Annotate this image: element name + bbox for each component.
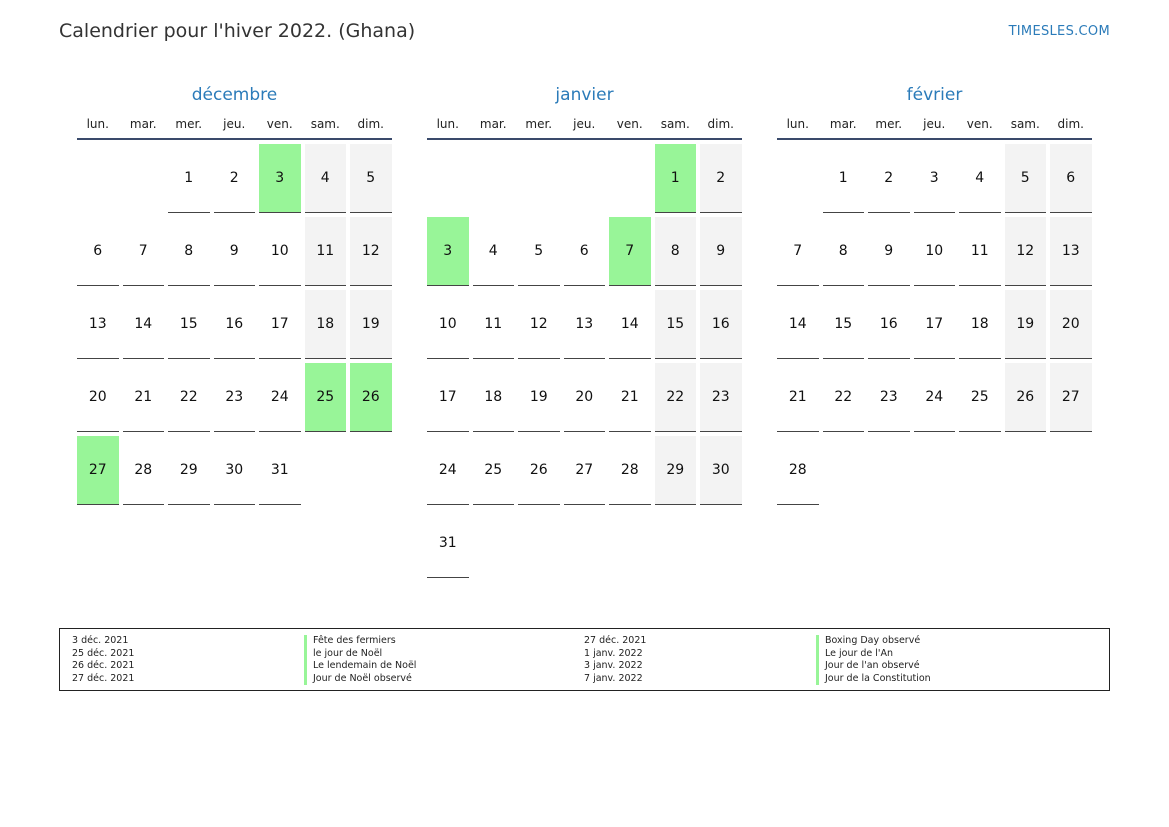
day-cell: 22	[823, 363, 865, 432]
legend-holiday-name: Boxing Day observé	[816, 635, 1109, 648]
legend-dates-left	[72, 635, 304, 690]
legend-names-right	[816, 635, 1109, 690]
day-cell: 22	[168, 363, 210, 432]
weekday-label: mer.	[875, 117, 903, 131]
legend-holiday-name: Jour de l'an observé	[816, 660, 1109, 673]
day-cell-empty	[777, 144, 819, 213]
day-grid	[77, 144, 392, 505]
day-cell: 28	[609, 436, 651, 505]
day-cell: 16	[700, 290, 742, 359]
legend-date: 27 déc. 2021	[72, 672, 135, 684]
day-cell-holiday: 1	[655, 144, 697, 213]
day-cell: 30	[700, 436, 742, 505]
day-cell-empty	[77, 144, 119, 213]
day-cell-empty	[564, 144, 606, 213]
day-cell: 3	[914, 144, 956, 213]
day-cell: 10	[914, 217, 956, 286]
day-cell: 9	[700, 217, 742, 286]
month-name: décembre	[191, 85, 278, 105]
legend-date: 3 janv. 2022	[584, 660, 643, 671]
day-cell-holiday: 25	[305, 363, 347, 432]
weekday-label: mar.	[479, 117, 507, 131]
legend-date: 25 déc. 2021	[72, 647, 135, 659]
day-cell: 24	[914, 363, 956, 432]
legend-holiday-name: Jour de la Constitution	[816, 673, 1109, 686]
day-cell: 18	[959, 290, 1001, 359]
month-calendar-february	[777, 82, 1092, 505]
weekday-header	[427, 116, 742, 140]
brand-link[interactable]: TIMESLES.COM	[1008, 24, 1110, 39]
weekday-label: sam.	[310, 117, 340, 131]
day-cell: 9	[214, 217, 256, 286]
month-calendar-december	[77, 82, 392, 505]
day-cell: 22	[655, 363, 697, 432]
day-cell: 23	[700, 363, 742, 432]
weekday-label: dim.	[357, 117, 384, 131]
day-cell: 30	[214, 436, 256, 505]
day-cell-empty	[123, 144, 165, 213]
day-cell: 25	[959, 363, 1001, 432]
weekday-label: sam.	[660, 117, 690, 131]
day-cell: 2	[868, 144, 910, 213]
weekday-label: ven.	[616, 117, 643, 131]
day-cell: 6	[564, 217, 606, 286]
weekday-label: jeu.	[223, 117, 246, 131]
weekday-label: sam.	[1010, 117, 1040, 131]
day-cell: 12	[350, 217, 392, 286]
month-calendar-january	[427, 82, 742, 578]
day-cell: 6	[1050, 144, 1092, 213]
legend-date: 27 déc. 2021	[584, 635, 647, 646]
day-cell-holiday: 3	[427, 217, 469, 286]
day-cell: 27	[564, 436, 606, 505]
day-cell: 14	[777, 290, 819, 359]
day-cell: 26	[518, 436, 560, 505]
day-cell: 11	[305, 217, 347, 286]
weekday-label: mar.	[829, 117, 857, 131]
month-name: janvier	[555, 85, 614, 105]
weekday-label: mer.	[175, 117, 203, 131]
day-cell: 17	[259, 290, 301, 359]
day-cell: 8	[823, 217, 865, 286]
day-cell: 8	[655, 217, 697, 286]
day-cell: 18	[473, 363, 515, 432]
day-cell: 12	[518, 290, 560, 359]
day-cell: 15	[655, 290, 697, 359]
day-cell-empty	[609, 144, 651, 213]
day-cell: 5	[1005, 144, 1047, 213]
weekday-label: lun.	[436, 117, 459, 131]
day-cell-empty	[518, 144, 560, 213]
day-cell: 16	[868, 290, 910, 359]
day-grid	[777, 144, 1092, 505]
day-cell-holiday: 27	[77, 436, 119, 505]
day-cell: 16	[214, 290, 256, 359]
month-name: février	[906, 85, 963, 105]
day-cell: 11	[473, 290, 515, 359]
day-cell: 21	[609, 363, 651, 432]
day-cell: 29	[655, 436, 697, 505]
legend-date: 3 déc. 2021	[72, 635, 129, 646]
day-cell: 13	[77, 290, 119, 359]
day-cell: 6	[77, 217, 119, 286]
weekday-label: jeu.	[573, 117, 596, 131]
legend-holiday-name: le jour de Noël	[304, 648, 584, 661]
day-cell: 4	[959, 144, 1001, 213]
day-cell: 2	[700, 144, 742, 213]
day-cell-holiday: 7	[609, 217, 651, 286]
day-grid	[427, 144, 742, 578]
day-cell: 12	[1005, 217, 1047, 286]
day-cell: 10	[259, 217, 301, 286]
weekday-header	[77, 116, 392, 140]
day-cell: 5	[350, 144, 392, 213]
day-cell: 17	[427, 363, 469, 432]
day-cell: 31	[259, 436, 301, 505]
day-cell: 13	[564, 290, 606, 359]
page-title: Calendrier pour l'hiver 2022. (Ghana)	[59, 20, 416, 42]
day-cell-holiday: 26	[350, 363, 392, 432]
legend-date: 7 janv. 2022	[584, 672, 643, 684]
day-cell: 7	[123, 217, 165, 286]
day-cell: 19	[350, 290, 392, 359]
day-cell: 23	[868, 363, 910, 432]
day-cell-empty	[473, 144, 515, 213]
day-cell: 14	[123, 290, 165, 359]
day-cell: 21	[777, 363, 819, 432]
legend-date: 1 janv. 2022	[584, 647, 643, 659]
day-cell: 21	[123, 363, 165, 432]
day-cell: 4	[305, 144, 347, 213]
day-cell: 14	[609, 290, 651, 359]
legend-names-left	[304, 635, 584, 690]
day-cell: 19	[518, 363, 560, 432]
day-cell: 20	[564, 363, 606, 432]
legend-holiday-name: Jour de Noël observé	[304, 673, 584, 686]
day-cell: 2	[214, 144, 256, 213]
weekday-label: jeu.	[923, 117, 946, 131]
day-cell: 20	[77, 363, 119, 432]
weekday-label: dim.	[707, 117, 734, 131]
day-cell: 25	[473, 436, 515, 505]
holiday-legend	[59, 628, 1110, 691]
day-cell: 19	[1005, 290, 1047, 359]
day-cell-holiday: 3	[259, 144, 301, 213]
day-cell: 4	[473, 217, 515, 286]
day-cell: 26	[1005, 363, 1047, 432]
day-cell: 18	[305, 290, 347, 359]
day-cell: 15	[823, 290, 865, 359]
day-cell: 5	[518, 217, 560, 286]
weekday-label: lun.	[786, 117, 809, 131]
day-cell: 20	[1050, 290, 1092, 359]
weekday-label: mar.	[129, 117, 157, 131]
day-cell: 8	[168, 217, 210, 286]
weekday-label: mer.	[525, 117, 553, 131]
day-cell: 24	[259, 363, 301, 432]
day-cell: 10	[427, 290, 469, 359]
day-cell: 31	[427, 509, 469, 578]
day-cell: 23	[214, 363, 256, 432]
legend-holiday-name: Le lendemain de Noël	[304, 660, 584, 673]
legend-holiday-name: Fête des fermiers	[304, 635, 584, 648]
day-cell: 29	[168, 436, 210, 505]
day-cell: 13	[1050, 217, 1092, 286]
day-cell: 1	[823, 144, 865, 213]
weekday-label: ven.	[266, 117, 293, 131]
day-cell: 15	[168, 290, 210, 359]
legend-holiday-name: Le jour de l'An	[816, 648, 1109, 661]
legend-dates-right	[584, 635, 816, 690]
weekday-label: ven.	[966, 117, 993, 131]
day-cell: 17	[914, 290, 956, 359]
day-cell-empty	[427, 144, 469, 213]
day-cell: 7	[777, 217, 819, 286]
day-cell: 9	[868, 217, 910, 286]
day-cell: 11	[959, 217, 1001, 286]
day-cell: 24	[427, 436, 469, 505]
day-cell: 1	[168, 144, 210, 213]
day-cell: 27	[1050, 363, 1092, 432]
weekday-header	[777, 116, 1092, 140]
legend-date: 26 déc. 2021	[72, 660, 135, 671]
day-cell: 28	[777, 436, 819, 505]
weekday-label: lun.	[86, 117, 109, 131]
day-cell: 28	[123, 436, 165, 505]
weekday-label: dim.	[1057, 117, 1084, 131]
